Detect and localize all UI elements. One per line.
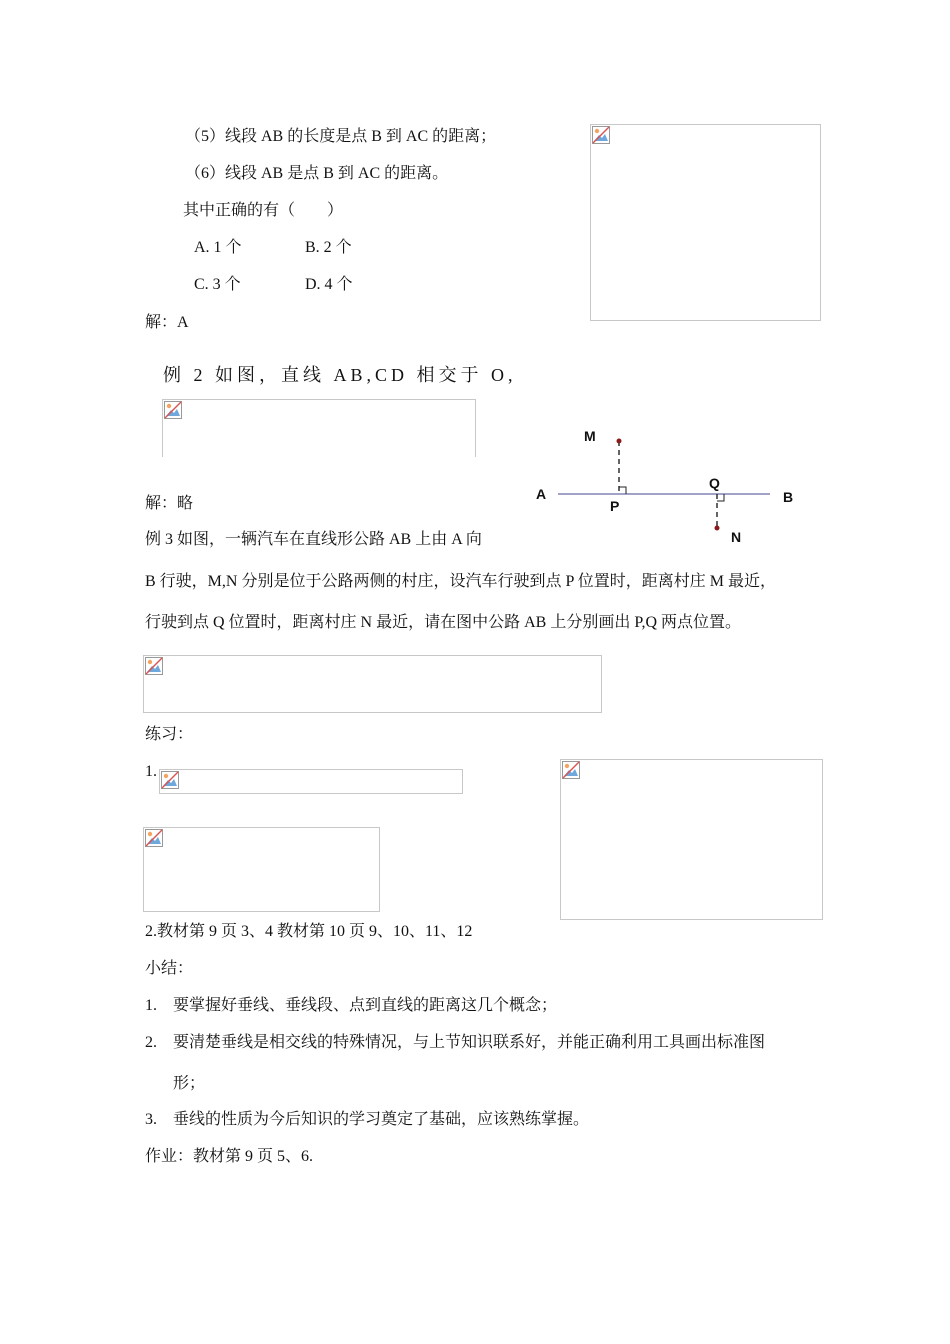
label-q: Q <box>709 475 720 491</box>
option-c: C. 3 个 <box>194 276 241 293</box>
summary-item-3-number: 3. <box>145 1111 157 1128</box>
practice-item-1-number: 1. <box>145 763 157 780</box>
label-n: N <box>731 529 742 545</box>
image-placeholder-practice-right <box>560 759 823 920</box>
broken-image-icon <box>145 657 163 675</box>
practice-heading: 练习： <box>145 726 194 743</box>
broken-image-icon <box>562 761 580 779</box>
image-placeholder-example-3 <box>143 655 602 713</box>
summary-item-3-text: 垂线的性质为今后知识的学习奠定了基础，应该熟练掌握。 <box>173 1111 590 1128</box>
example-2-answer: 解：略 <box>145 495 194 512</box>
answer-1: 解：A <box>145 314 189 331</box>
broken-image-icon <box>164 401 182 419</box>
question-item-6: （6）线段 AB 是点 B 到 AC 的距离。 <box>185 165 449 182</box>
image-placeholder-practice-1 <box>159 769 463 794</box>
point-m <box>617 439 622 444</box>
label-a: A <box>536 486 547 502</box>
summary-heading: 小结： <box>145 960 194 977</box>
option-d: D. 4 个 <box>305 276 353 293</box>
image-placeholder-practice-2 <box>143 827 380 912</box>
broken-image-icon <box>592 126 610 144</box>
option-b: B. 2 个 <box>305 239 352 256</box>
example-3-line-2: B 行驶，M,N 分别是位于公路两侧的村庄，设汽车行驶到点 P 位置时，距离村庄 M 最近， <box>145 573 776 590</box>
example-3-line-1: 例 3 如图，一辆汽车在直线形公路 AB 上由 A 向 <box>145 531 482 548</box>
label-b: B <box>783 489 794 505</box>
homework: 作业：教材第 9 页 5、6. <box>145 1148 314 1165</box>
option-a: A. 1 个 <box>194 239 242 256</box>
label-m: M <box>584 428 596 444</box>
broken-image-icon <box>161 771 179 789</box>
summary-item-2-continuation: 形； <box>173 1075 206 1092</box>
right-angle-q <box>717 494 724 501</box>
point-n <box>715 526 720 531</box>
label-p: P <box>610 498 620 514</box>
example-3-line-3: 行驶到点 Q 位置时，距离村庄 N 最近，请在图中公路 AB 上分别画出 P,Q 两点位置。 <box>145 614 742 631</box>
image-placeholder-top-right <box>590 124 821 321</box>
summary-item-1-text: 要掌握好垂线、垂线段、点到直线的距离这几个概念； <box>173 997 558 1014</box>
practice-item-2: 2.教材第 9 页 3、4 教材第 10 页 9、10、11、12 <box>145 923 473 940</box>
question-item-5: （5）线段 AB 的长度是点 B 到 AC 的距离； <box>185 128 497 145</box>
example-2-title: 例 2 如图，直线 AB,CD 相交于 O, <box>163 365 517 385</box>
image-placeholder-example-2 <box>162 399 476 457</box>
summary-item-2-number: 2. <box>145 1034 157 1051</box>
summary-item-2-text: 要清楚垂线是相交线的特殊情况，与上节知识联系好，并能正确利用工具画出标准图 <box>173 1034 766 1051</box>
question-prompt: 其中正确的有（ ） <box>183 202 344 219</box>
road-figure <box>530 420 810 550</box>
summary-item-1-number: 1. <box>145 997 157 1014</box>
right-angle-p <box>619 487 626 494</box>
broken-image-icon <box>145 829 163 847</box>
